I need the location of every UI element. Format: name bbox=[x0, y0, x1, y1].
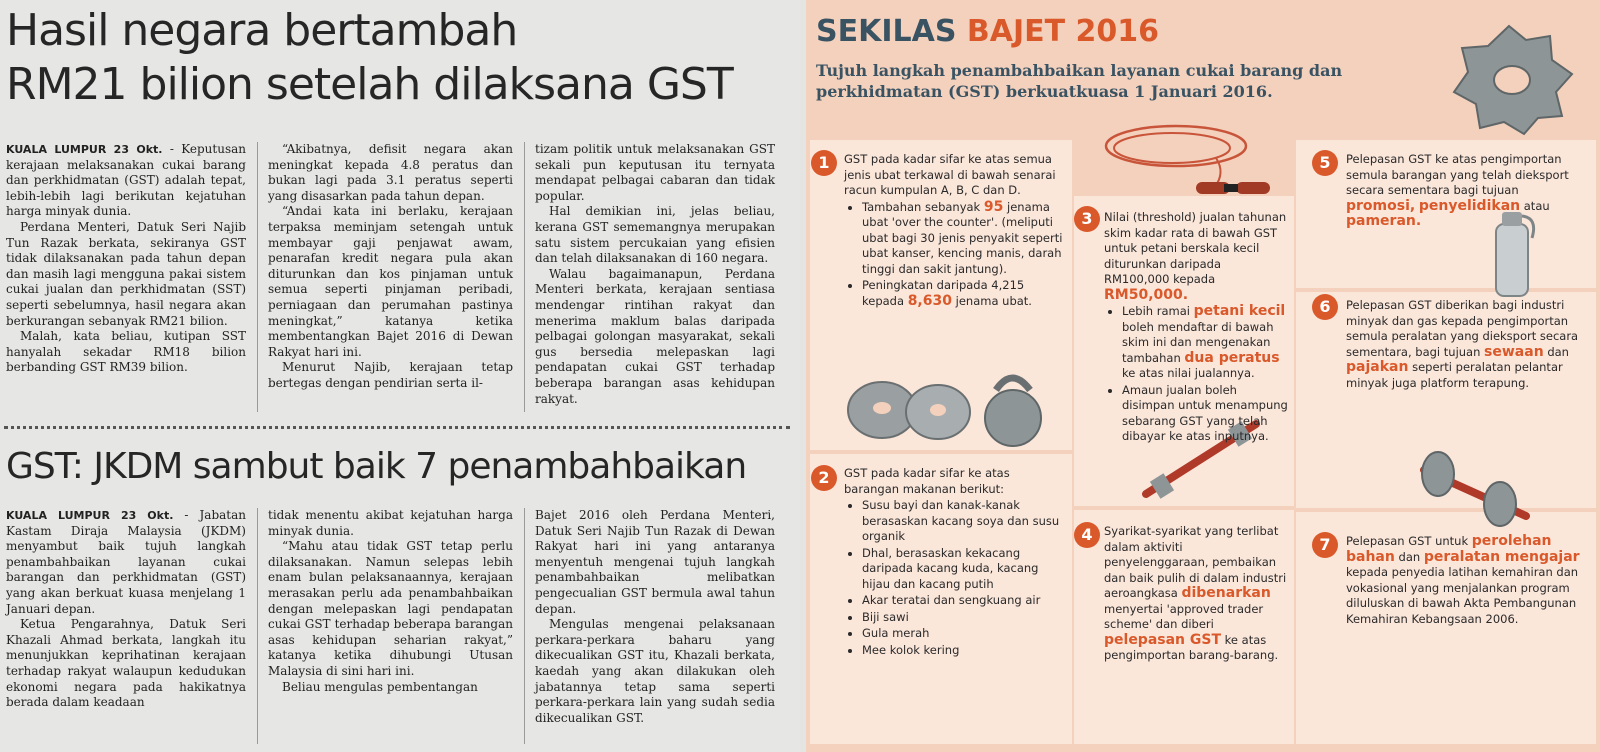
item3-bullet bbox=[1122, 304, 1290, 382]
item1-text: GST pada kadar sifar ke atas semua jenis ubat terkawal di bawah senarai racun kumpulan A, B, C dan D. bbox=[844, 152, 1056, 197]
item7-highlight: peralatan mengajar bbox=[1423, 548, 1580, 565]
item6-text: seperti peralatan pelantar minyak juga platform terapung. bbox=[1346, 360, 1563, 390]
article2-paragraph: Bajet 2016 oleh Perdana Menteri, Datuk Seri Najib Tun Razak di Dewan Rakyat hari ini yang antaranya menyentuh mengenai tujuh langkah penambahbaikan melibatkan pengecualian GST bermula awal tahun depan. bbox=[535, 508, 775, 616]
article1-paragraph: “Akibatnya, defisit negara akan meningkat kepada 4.8 peratus dan bukan lagi pada 3.1 peratus seperti yang disasarkan pada tahun depan. bbox=[268, 142, 513, 203]
infographic-panel bbox=[806, 0, 1600, 752]
step-number-3: 3 bbox=[1074, 206, 1100, 232]
item7-content bbox=[1346, 534, 1586, 627]
item3-bullet-text: boleh mendaftar di bawah skim ini dan mengenakan tambahan bbox=[1122, 319, 1274, 365]
item5-text: Pelepasan GST ke atas pengimportan semula barangan yang telah dieksport secara sementara bagi tujuan bbox=[1346, 152, 1569, 197]
item2-bullet: • Gula merah bbox=[862, 626, 1064, 642]
item5-highlight: promosi, bbox=[1346, 197, 1416, 214]
article1-paragraph: Perdana Menteri, Datuk Seri Najib Tun Razak berkata, sekiranya GST tidak dilaksanakan pada tahun depan dan masih lagi mengguna pakai sistem cukai jualan dan perkhidmatan (SST) seperti sebelumnya, hasil negara akan berkurangan sebanyak RM21 bilion. bbox=[6, 219, 246, 328]
item1-bullet bbox=[862, 200, 1064, 278]
item3-highlight: dua peratus bbox=[1184, 349, 1280, 366]
item2-bullet: • Dhal, berasaskan kekacang daripada kacang kuda, kacang hijau dan kacang putih bbox=[862, 546, 1064, 593]
item7-text: dan bbox=[1394, 549, 1424, 564]
article2-paragraph: “Mahu atau tidak GST tetap perlu dilaksanakan. Namun selepas lebih enam bulan pelaksanaannya, kerajaan merasakan perlu ada penambahbaikan dengan melepaskan lagi pendapatan cukai GST terhadap beberapa barangan asas kehidupan seharian rakyat,” katanya ketika dihubungi Utusan Malaysia di sini hari ini. bbox=[268, 539, 513, 678]
item3-text: Nilai (threshold) jualan tahunan skim kadar rata di bawah GST untuk petani berskala kecil diturunkan daripada RM100,000 kepada bbox=[1104, 210, 1287, 286]
item1-bullet-text: jenama ubat 'over the counter'. (meliputi ubat bagi 30 jenis penyakit seperti ubat kanser, kencing manis, darah tinggi dan sakit jantung). bbox=[862, 199, 1063, 276]
article1-headline-line1: Hasil negara bertambah bbox=[6, 5, 518, 56]
article2-column-2 bbox=[268, 508, 513, 695]
infographic-title-part2: BAJET 2016 bbox=[966, 14, 1160, 49]
item3-bullet-text: ke atas nilai jualannya. bbox=[1122, 366, 1255, 380]
item3-highlight: petani kecil bbox=[1193, 303, 1286, 319]
dumbbell-icon bbox=[1406, 440, 1536, 530]
item4-text: ke atas pengimportan barang-barang. bbox=[1104, 632, 1279, 662]
item4-text: menyertai 'approved trader scheme' dan diberi bbox=[1104, 601, 1264, 631]
item6-highlight: sewaan bbox=[1484, 343, 1544, 360]
item6-highlight: pajakan bbox=[1346, 359, 1409, 375]
item3-highlight: RM50,000. bbox=[1104, 286, 1189, 303]
item4-content bbox=[1104, 524, 1290, 664]
item2-text: GST pada kadar sifar ke atas barangan makanan berikut: bbox=[844, 466, 1010, 496]
article2-column-3 bbox=[535, 508, 775, 726]
article2-column-1 bbox=[6, 508, 246, 711]
infographic-subtitle: Tujuh langkah penambahbaikan layanan cukai barang dan perkhidmatan (GST) berkuatkuasa 1 Januari 2016. bbox=[816, 61, 1343, 101]
article-separator bbox=[4, 426, 790, 429]
article1-paragraph: tizam politik untuk melaksanakan GST sekali pun keputusan itu ternyata mendapat pelbagai cabaran dan tidak popular. bbox=[535, 142, 775, 203]
step-number-7: 7 bbox=[1312, 532, 1338, 558]
item1-bullet-text: Peningkatan daripada 4,215 kepada bbox=[862, 278, 1025, 308]
column-divider bbox=[524, 142, 525, 412]
item3-bullet-text: Lebih ramai bbox=[1122, 304, 1194, 318]
item2-bullet: • Mee kolok kering bbox=[862, 643, 1064, 659]
article1-column-2 bbox=[268, 142, 513, 392]
item5-highlight: pameran. bbox=[1346, 213, 1422, 229]
item1-highlight: 95 bbox=[983, 198, 1004, 215]
article1-column-3 bbox=[535, 142, 775, 407]
article1-headline-line2: RM21 bilion setelah dilaksana GST bbox=[6, 59, 733, 110]
article1-paragraph: Malah, kata beliau, kutipan SST hanyalah sekadar RM18 bilion berbanding GST RM39 bilion. bbox=[6, 329, 246, 375]
article1-paragraph: “Andai kata ini berlaku, kerajaan terpaksa meminjam setengah untuk membayar gaji penjawat awam, penarafan kredit negara pula akan diturunkan dan kos pinjaman untuk semua seperti pinjaman peribadi, perniagaan dan perumahan pastinya meningkat,” katanya ketika membentangkan Bajet 2016 di Dewan Rakyat hari ini. bbox=[268, 204, 513, 359]
jump-rope-icon bbox=[1096, 118, 1296, 208]
article1-paragraph: Hal demikian ini, jelas beliau, kerana GST sememangnya merupakan satu sistem percukaian yang efisien dan telah dilaksanakan di 160 negara. bbox=[535, 204, 775, 266]
step-number-5: 5 bbox=[1312, 150, 1338, 176]
item4-text: Syarikat-syarikat yang terlibat dalam aktiviti penyelenggaraan, pembaikan dan baik pulih di dalam industri aeroangkasa bbox=[1104, 524, 1287, 600]
column-divider bbox=[257, 142, 258, 412]
item1-highlight: 8,630 bbox=[907, 292, 952, 309]
article2-paragraph: Mengulas mengenai pelaksanaan perkara-perkara baharu yang dikecualikan GST itu, Khazali berkata, kaedah yang akan dilakukan oleh jabatannya tetap sama seperti perkara-perkara lain yang sudah sedia dikecualikan GST. bbox=[535, 617, 775, 725]
item2-bullet: • Akar teratai dan sengkuang air bbox=[862, 593, 1064, 609]
column-divider bbox=[524, 508, 525, 744]
item1-bullet-text: Tambahan sebanyak bbox=[862, 199, 984, 214]
article1-paragraph: Menurut Najib, kerajaan tetap bertegas dengan pendirian serta il- bbox=[268, 360, 513, 390]
item6-text: dan bbox=[1543, 344, 1569, 359]
infographic-title-part1: SEKILAS bbox=[816, 14, 957, 49]
article2-headline: GST: JKDM sambut baik 7 penambahbaikan bbox=[6, 446, 747, 487]
item3-bullet: • Amaun jualan boleh disimpan untuk menampung sebarang GST yang telah dibayar ke atas inputnya. bbox=[1122, 383, 1290, 445]
item2-content bbox=[844, 466, 1064, 659]
article2-paragraph: Ketua Pengarahnya, Datuk Seri Khazali Ahmad berkata, langkah itu menunjukkan keprihatinan kerajaan terhadap rakyat walaupun kedudukan ekonomi negara pada hakikatnya berada dalam keadaan bbox=[6, 617, 246, 710]
item7-text: Pelepasan GST untuk bbox=[1346, 534, 1472, 548]
step-number-2: 2 bbox=[811, 465, 837, 491]
article2-paragraph: tidak menentu akibat kejatuhan harga minyak dunia. bbox=[268, 508, 513, 538]
item6-text: Pelepasan GST diberikan bagi industri minyak dan gas kepada pengimportan semula peralatan yang dieksport secara sementara, bagi tujuan bbox=[1346, 298, 1579, 359]
weight-plates-kettlebell-icon bbox=[842, 362, 1052, 450]
article1-column-1 bbox=[6, 142, 246, 376]
article1-paragraph: Walau bagaimanapun, Perdana Menteri berkata, kerajaan sentiasa mendengar rintihan rakyat dan menerima maklum balas daripada pelbagai golongan masyarakat, sekali gus bersedia melepaskan lagi pendapatan cukai GST terhadap beberapa barangan asas kehidupan rakyat. bbox=[535, 266, 775, 406]
item4-highlight: pelepasan GST bbox=[1104, 631, 1222, 648]
column-divider bbox=[257, 508, 258, 744]
step-number-6: 6 bbox=[1312, 294, 1338, 320]
item1-bullet-text: jenama ubat. bbox=[951, 293, 1032, 308]
item7-highlight: perolehan bahan bbox=[1346, 533, 1552, 565]
article2-dateline: KUALA LUMPUR 23 Okt. bbox=[6, 509, 174, 522]
article1-dateline: KUALA LUMPUR 23 Okt. bbox=[6, 143, 163, 156]
gear-weight-icon bbox=[1434, 18, 1584, 138]
item4-highlight: dibenarkan bbox=[1181, 585, 1271, 601]
item1-content bbox=[844, 152, 1064, 310]
infographic-title bbox=[816, 14, 1159, 49]
item2-bullet: • Biji sawi bbox=[862, 610, 1064, 626]
item5-highlight: penyelidikan bbox=[1418, 197, 1521, 214]
item1-bullet bbox=[862, 278, 1064, 309]
step-number-1: 1 bbox=[811, 150, 837, 176]
article1-paragraph: - Keputusan kerajaan melaksanakan cukai barang dan perkhidmatan (GST) adalah tepat, lebih-lebih lagi berikutan kejatuhan harga minyak dunia. bbox=[6, 142, 246, 219]
item2-bullet: • Susu bayi dan kanak-kanak berasaskan kacang soya dan susu organik bbox=[862, 498, 1064, 545]
item7-text: kepada penyedia latihan kemahiran dan vokasional yang menjalankan program diluluskan di bawah Akta Pembangunan Kemahiran Kebangsaan 2006. bbox=[1346, 565, 1579, 626]
item6-content bbox=[1346, 298, 1586, 391]
item5-content bbox=[1346, 152, 1586, 230]
item3-content bbox=[1104, 210, 1290, 446]
item5-text: atau bbox=[1520, 198, 1550, 213]
article2-paragraph: - Jabatan Kastam Diraja Malaysia (JKDM) menyambut baik tujuh langkah penambahbaikan layanan cukai barangan dan perkhidmatan (GST) yang akan berkuat kuasa menjelang 1 Januari depan. bbox=[6, 508, 246, 616]
article2-paragraph: Beliau mengulas pembentangan bbox=[282, 679, 478, 694]
step-number-4: 4 bbox=[1074, 522, 1100, 548]
